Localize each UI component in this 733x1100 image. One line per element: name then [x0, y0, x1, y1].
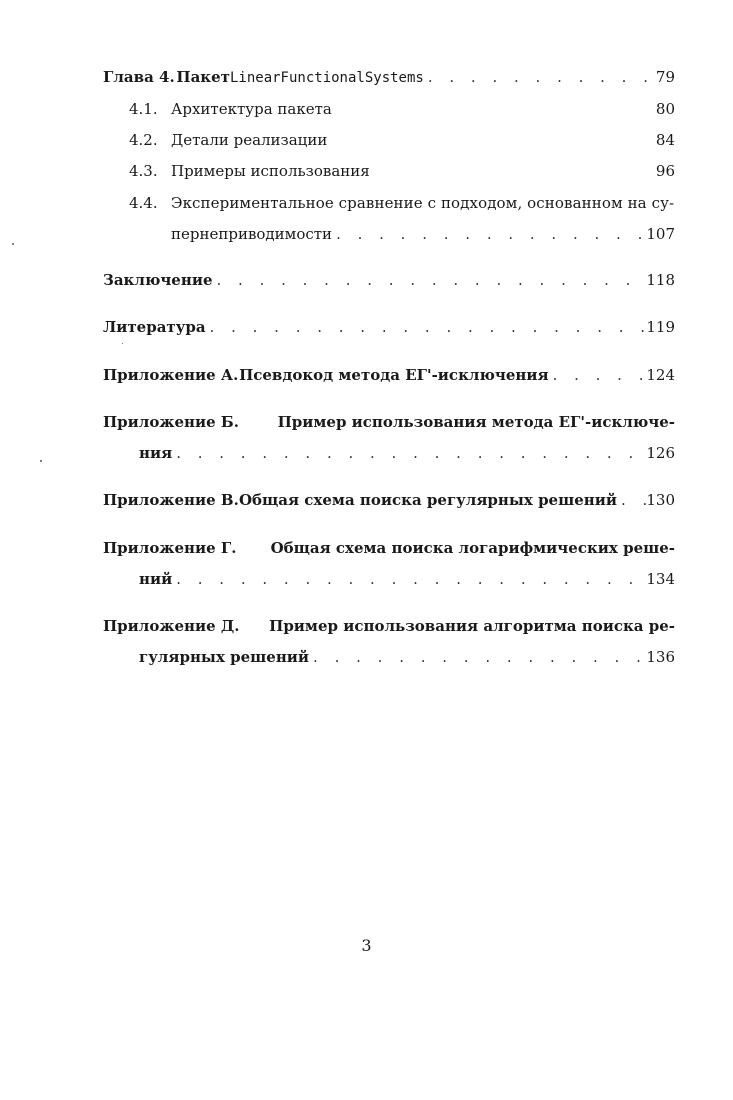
chapter-title: Пакет [176, 68, 230, 86]
toc-entry-section-4-2[interactable] [129, 130, 675, 150]
scan-speck [12, 243, 14, 245]
toc-entry-conclusion[interactable] [103, 270, 675, 290]
appendix-label: Приложение Г. [103, 539, 237, 557]
section-number: 4.3. [129, 162, 158, 180]
appendix-title: Псевдокод метода ЕГ'-исключения [239, 366, 549, 384]
appendix-label: Приложение А. [103, 366, 239, 384]
chapter-package-name: LinearFunctionalSystems [229, 70, 424, 86]
leader-dots [213, 270, 647, 290]
appendix-label: Приложение Б. [103, 413, 239, 431]
toc-entry-appendix-b-cont[interactable] [139, 443, 675, 463]
section-number: 4.4. [129, 194, 158, 212]
page-ref: 119 [646, 318, 675, 336]
page-ref: 134 [646, 570, 675, 588]
leader-dots [172, 443, 646, 463]
page-ref: 107 [646, 225, 675, 243]
toc-entry-literature[interactable] [103, 317, 675, 337]
toc-entry-appendix-b[interactable] [103, 412, 675, 432]
appendix-title-line-2: ния [139, 444, 173, 462]
page-ref: 96 [655, 162, 675, 180]
leader-dots [424, 67, 656, 87]
entry-title: Литература [103, 318, 206, 336]
section-number: 4.1. [129, 100, 158, 118]
page-ref: 79 [655, 68, 675, 86]
toc-entry-appendix-d-cont[interactable] [139, 647, 675, 667]
appendix-label: Приложение Д. [103, 617, 240, 635]
page-ref: 80 [655, 100, 675, 118]
section-number: 4.2. [129, 131, 158, 149]
toc-entry-appendix-a[interactable] [103, 365, 675, 385]
page-ref: 136 [646, 648, 675, 666]
appendix-title-line-1: Общая схема поиска логарифмических реше- [270, 539, 675, 557]
leader-dots [172, 569, 646, 589]
toc-entry-section-4-4[interactable] [129, 193, 675, 213]
appendix-title-line-1: Пример использования метода ЕГ'-исключе- [277, 413, 675, 431]
toc-entry-section-4-1[interactable] [129, 99, 675, 119]
chapter-label: Глава 4. [103, 68, 175, 86]
leader-dots [549, 365, 647, 385]
page-ref: 130 [646, 491, 675, 509]
page-ref: 126 [646, 444, 675, 462]
toc-entry-chapter-4[interactable] [103, 67, 675, 88]
scan-speck [122, 343, 123, 344]
entry-title: Заключение [103, 271, 213, 289]
scan-speck [40, 460, 42, 462]
toc-entry-section-4-4-cont[interactable] [171, 224, 675, 244]
page-ref: 124 [646, 366, 675, 384]
toc-entry-appendix-g[interactable] [103, 538, 675, 558]
toc-entry-appendix-g-cont[interactable] [139, 569, 675, 589]
section-title: Примеры использования [171, 162, 370, 180]
appendix-title: Общая схема поиска регулярных решений [238, 491, 617, 509]
page-number: 3 [361, 936, 372, 955]
section-title: Детали реализации [171, 131, 328, 149]
appendix-label: Приложение В. [103, 491, 239, 509]
toc-entry-appendix-v[interactable] [103, 490, 675, 510]
page-ref: 118 [646, 271, 675, 289]
toc-entry-appendix-d[interactable] [103, 616, 675, 636]
section-title-line-1: Экспериментальное сравнение с подходом, основанном на су- [171, 194, 675, 212]
section-title-line-2: пернеприводимости [171, 225, 333, 243]
appendix-title-line-2: ний [139, 570, 173, 588]
leader-dots [309, 647, 646, 667]
section-title: Архитектура пакета [171, 100, 332, 118]
leader-dots [332, 224, 646, 244]
leader-dots [617, 490, 646, 510]
appendix-title-line-1: Пример использования алгоритма поиска ре- [269, 617, 675, 635]
appendix-title-line-2: гулярных решений [139, 648, 310, 666]
page-ref: 84 [655, 131, 675, 149]
leader-dots [206, 317, 647, 337]
toc-entry-section-4-3[interactable] [129, 161, 675, 181]
